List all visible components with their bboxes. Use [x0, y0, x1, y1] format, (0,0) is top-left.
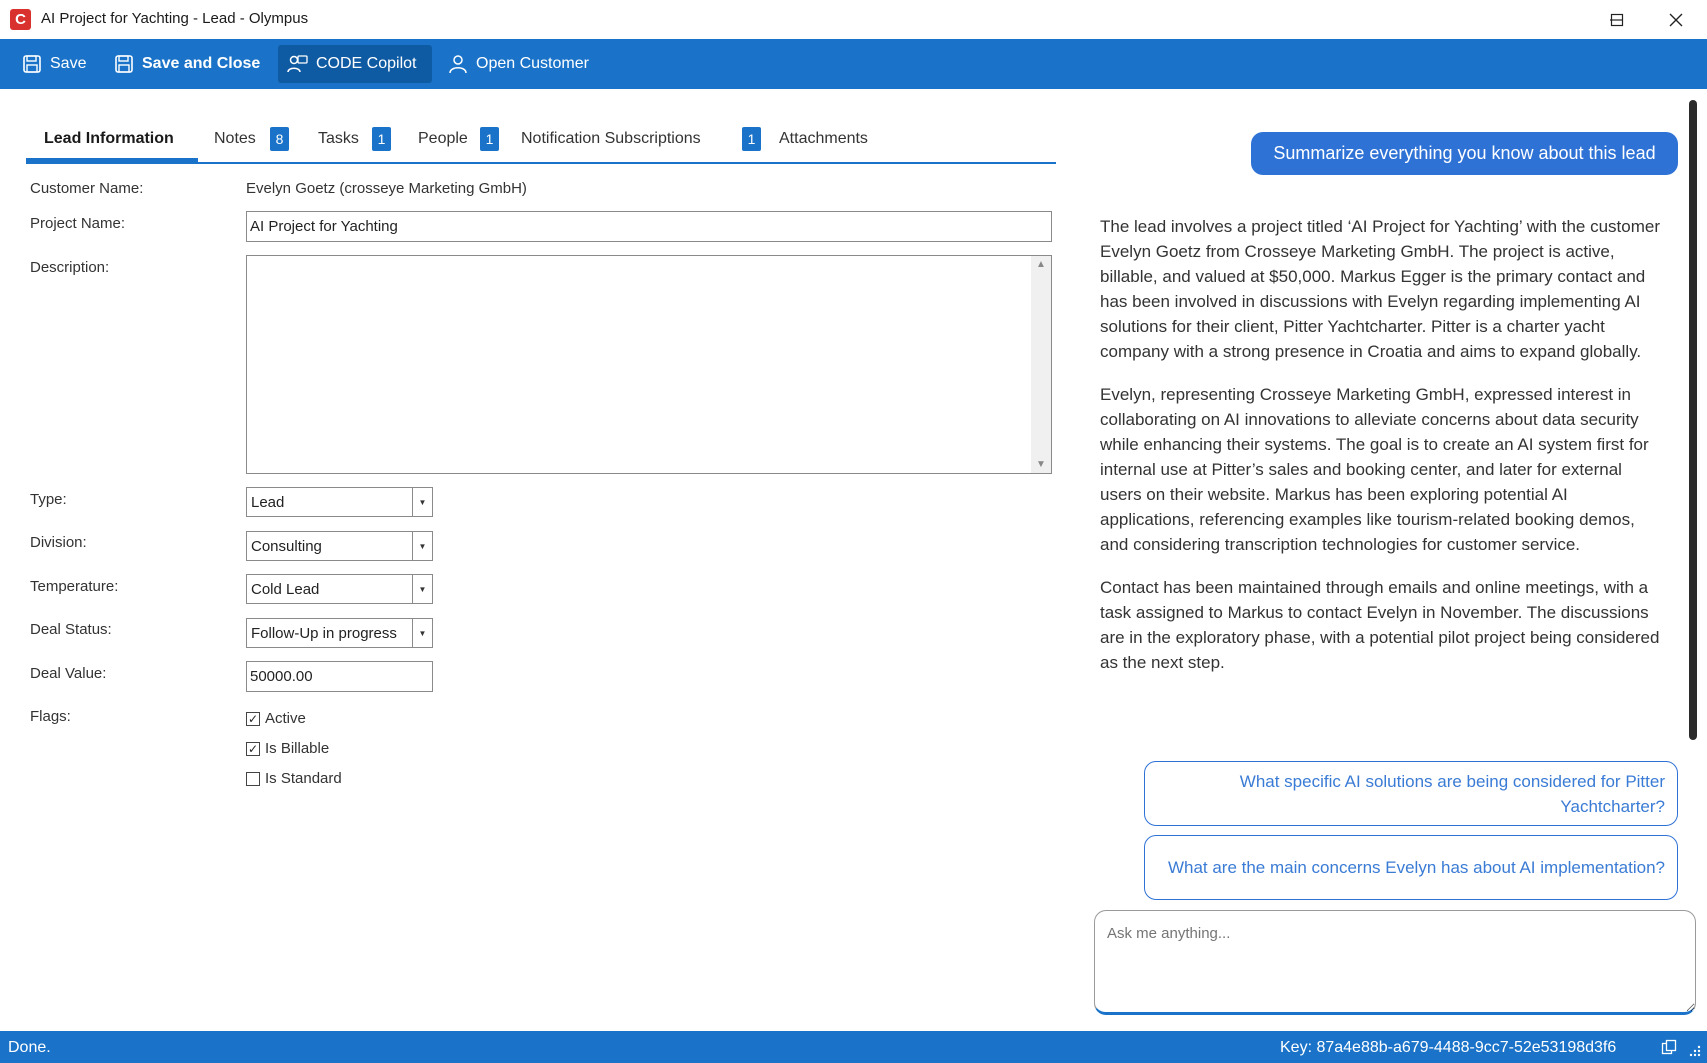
checkbox-checked-icon[interactable]: ✓ — [247, 741, 259, 756]
status-text: Done. — [8, 1039, 51, 1056]
code-copilot-button[interactable] — [278, 45, 432, 83]
tab-people[interactable]: People — [418, 130, 468, 147]
answer-paragraph: Contact has been maintained through emails and online meetings, with a task assigned to Markus to contact Evelyn in November. The discussions are in the exploratory phase, with a potential pilot project being considered as the next step. — [1100, 578, 1660, 672]
record-key: Key: 87a4e88b-a679-4488-9cc7-52e53198d3f6 — [1280, 1039, 1617, 1056]
maximize-button[interactable] — [1588, 0, 1646, 39]
close-icon — [1669, 13, 1683, 27]
code-copilot-label: CODE Copilot — [316, 55, 417, 72]
answer-paragraph: Evelyn, representing Crosseye Marketing GmbH, expressed interest in collaborating on AI innovations to alleviate concerns about data security while enhancing their systems. The goal is to create an AI system first for internal use at Pitter’s sales and booking center, and later for external users on their website. Markus has been exploring potential AI applications, referencing examples like tourism-related booking demos, and considering transcription technologies for customer service. — [1100, 385, 1649, 554]
save-close-icon — [114, 54, 134, 74]
tab-notes[interactable]: Notes — [214, 130, 256, 147]
tab-lead-information[interactable]: Lead Information — [44, 130, 174, 147]
active-tab-indicator — [26, 158, 198, 162]
suggestion-text: What specific AI solutions are being considered for Pitter Yachtcharter? — [1239, 771, 1665, 816]
scroll-down-icon[interactable]: ▼ — [1036, 459, 1046, 470]
chevron-down-icon[interactable]: ▼ — [412, 619, 432, 647]
scroll-up-icon[interactable]: ▲ — [1036, 259, 1046, 270]
save-icon — [22, 54, 42, 74]
flag-is-billable[interactable] — [246, 740, 329, 757]
toolbar — [0, 39, 1707, 89]
maximize-icon — [1610, 13, 1624, 27]
suggestion-button[interactable] — [1144, 835, 1678, 900]
checkbox-checked-icon[interactable]: ✓ — [247, 711, 259, 726]
chevron-down-icon[interactable]: ▼ — [412, 532, 432, 560]
deal-status-value: Follow-Up in progress — [251, 625, 397, 642]
tab-notification-subscriptions[interactable]: Notification Subscriptions — [521, 130, 701, 147]
copilot-answer — [1100, 214, 1660, 693]
deal-value-label: Deal Value: — [30, 665, 107, 682]
tasks-count-badge: 1 — [372, 127, 391, 151]
type-select[interactable] — [246, 487, 433, 517]
deal-value-input[interactable] — [246, 661, 433, 692]
customer-name-value: Evelyn Goetz (crosseye Marketing GmbH) — [246, 180, 527, 197]
notes-count-badge: 8 — [270, 127, 289, 151]
tab-attachments[interactable]: Attachments — [779, 130, 868, 147]
tab-strip — [26, 120, 1056, 164]
deal-status-select[interactable] — [246, 618, 433, 648]
flag-is-standard-label: Is Standard — [265, 770, 342, 787]
window-title: AI Project for Yachting - Lead - Olympus — [41, 10, 309, 27]
save-button[interactable] — [14, 45, 94, 83]
chevron-down-icon[interactable]: ▼ — [412, 488, 432, 516]
copilot-scrollbar[interactable] — [1689, 100, 1697, 740]
summarize-prompt-button[interactable]: Summarize everything you know about this lead — [1251, 132, 1678, 175]
division-select[interactable] — [246, 531, 433, 561]
type-label: Type: — [30, 491, 67, 508]
copy-icon[interactable] — [1661, 1039, 1677, 1055]
temperature-select[interactable] — [246, 574, 433, 604]
close-button[interactable] — [1647, 0, 1705, 39]
ask-input[interactable] — [1094, 910, 1696, 1015]
app-logo-icon: C — [10, 9, 31, 30]
title-bar — [0, 0, 1707, 39]
division-value: Consulting — [251, 538, 322, 555]
open-customer-button[interactable] — [440, 45, 597, 83]
flags-label: Flags: — [30, 708, 71, 725]
checkbox-unchecked-icon[interactable] — [246, 772, 260, 786]
suggestion-button[interactable] — [1144, 761, 1678, 826]
customer-name-label: Customer Name: — [30, 180, 144, 197]
open-customer-label: Open Customer — [476, 55, 589, 72]
tab-tasks[interactable]: Tasks — [318, 130, 359, 147]
flag-is-billable-label: Is Billable — [265, 740, 330, 757]
description-scrollbar[interactable] — [1031, 256, 1051, 473]
suggestion-text: What are the main concerns Evelyn has about AI implementation? — [1167, 858, 1665, 877]
project-name-label: Project Name: — [30, 215, 126, 232]
description-label: Description: — [30, 259, 110, 276]
copilot-chat-icon — [286, 54, 308, 74]
flag-is-standard[interactable] — [246, 770, 342, 787]
flag-active[interactable] — [246, 710, 306, 727]
answer-paragraph: The lead involves a project titled ‘AI Project for Yachting’ with the customer Evelyn Goetz from Crosseye Marketing GmbH. The project is active, billable, and valued at $50,000. Markus Egger is the primary contact and has been involved in discussions with Evelyn regarding implementing AI solutions for their client, Pitter Yachtcharter. Pitter is a charter yacht company with a strong presence in Croatia and aims to expand globally. — [1100, 217, 1661, 361]
deal-status-label: Deal Status: — [30, 621, 112, 638]
description-textarea[interactable] — [246, 255, 1052, 474]
type-value: Lead — [251, 494, 285, 511]
person-icon — [448, 54, 468, 74]
division-label: Division: — [30, 534, 87, 551]
save-label: Save — [50, 55, 87, 72]
save-and-close-button[interactable] — [106, 45, 268, 83]
notification-count-badge: 1 — [742, 127, 761, 151]
temperature-label: Temperature: — [30, 578, 119, 595]
project-name-input[interactable] — [246, 211, 1052, 242]
flag-active-label: Active — [265, 710, 306, 727]
people-count-badge: 1 — [480, 127, 499, 151]
resize-grip-icon[interactable] — [1689, 1045, 1701, 1057]
chevron-down-icon[interactable]: ▼ — [412, 575, 432, 603]
save-and-close-label: Save and Close — [142, 55, 261, 72]
temperature-value: Cold Lead — [251, 581, 320, 598]
status-bar — [0, 1031, 1707, 1063]
